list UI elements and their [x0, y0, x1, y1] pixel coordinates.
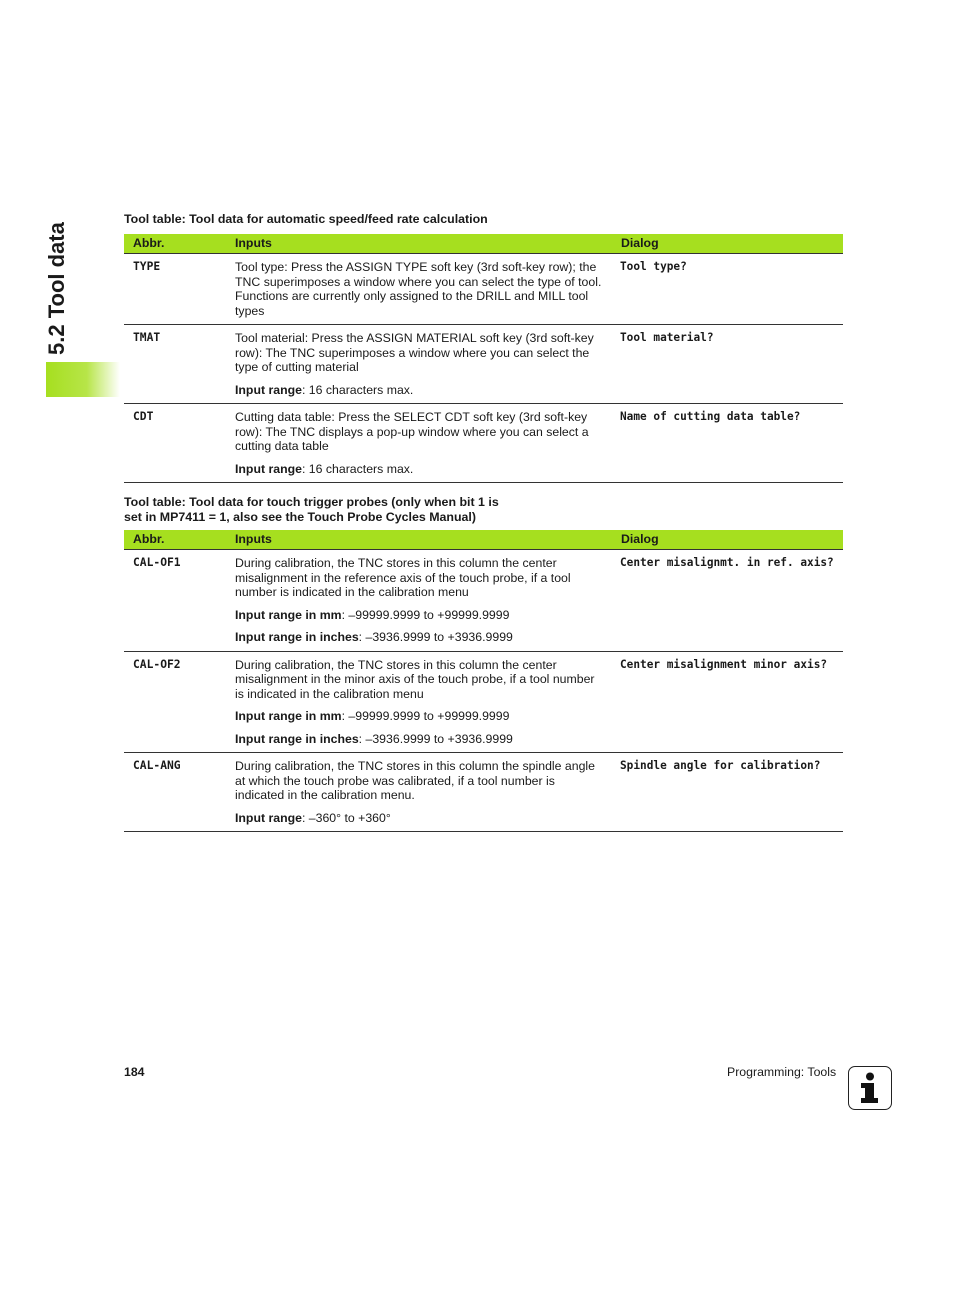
dialog-cell: Spindle angle for calibration?: [612, 753, 843, 832]
input-description: During calibration, the TNC stores in this column the spindle angle at which the touch probe was calibrated, if a tool number is indicated in the calibration menu.: [235, 759, 595, 802]
chapter-side-title: 5.2 Tool data: [44, 222, 69, 355]
section-title-line: Tool table: Tool data for touch trigger probes (only when bit 1 is: [124, 495, 499, 509]
header-inputs: Inputs: [226, 530, 612, 550]
abbr-cell: TYPE: [124, 254, 226, 325]
header-abbr: Abbr.: [124, 530, 226, 550]
section-title-touch-probes: [124, 495, 499, 524]
input-range-mm: [235, 709, 604, 724]
section-title-line: set in MP7411 = 1, also see the Touch Probe Cycles Manual): [124, 509, 477, 524]
inputs-cell: [226, 550, 612, 652]
input-range: [235, 462, 604, 477]
input-range-label: Input range in mm: [235, 607, 342, 622]
input-range: [235, 811, 604, 826]
abbr-cell: CAL-ANG: [124, 753, 226, 832]
inputs-cell: [226, 325, 612, 404]
input-range-label: Input range in inches: [235, 630, 359, 644]
input-description: Tool material: Press the ASSIGN MATERIAL soft key (3rd soft-key row): The TNC superimposes a window where you can select the type of cutting material: [235, 331, 594, 374]
abbr-cell: TMAT: [124, 325, 226, 404]
dialog-cell: Tool type?: [612, 254, 843, 325]
input-range-inches: [235, 732, 604, 747]
dialog-cell: Tool material?: [612, 325, 843, 404]
tool-data-table-speed-feed: [124, 234, 843, 483]
input-range: [235, 383, 604, 398]
input-range-label: Input range: [235, 461, 302, 476]
table-header-row: [124, 234, 843, 254]
header-dialog: Dialog: [612, 234, 843, 254]
input-range-value: : 16 characters max.: [301, 382, 414, 397]
input-range-label: Input range: [235, 382, 302, 397]
abbr-cell: CAL-OF1: [124, 550, 226, 652]
input-range-value: : –99999.9999 to +99999.9999: [341, 709, 510, 723]
input-range-inches: [235, 630, 604, 645]
input-range-value: : –3936.9999 to +3936.9999: [358, 731, 513, 746]
table-header-row: [124, 530, 843, 550]
input-range-label: Input range in inches: [235, 731, 359, 746]
section-title-speed-feed: Tool table: Tool data for automatic speed/feed rate calculation: [124, 212, 488, 226]
info-icon: [848, 1066, 892, 1110]
input-range-value: : –99999.9999 to +99999.9999: [341, 607, 510, 622]
input-description: Tool type: Press the ASSIGN TYPE soft key (3rd soft-key row); the TNC superimposes a window where you can select the type of tool. Functions are currently only assigned to the DRILL and MILL tool types: [235, 260, 602, 318]
input-range-label: Input range: [235, 810, 302, 825]
table-row: [124, 404, 843, 483]
footer-chapter-name: Programming: Tools: [727, 1065, 837, 1079]
inputs-cell: [226, 254, 612, 325]
abbr-cell: CAL-OF2: [124, 651, 226, 753]
input-range-value: : 16 characters max.: [301, 461, 414, 476]
input-range-value: : –3936.9999 to +3936.9999: [358, 630, 513, 644]
page-number: 184: [124, 1065, 145, 1079]
table-row: [124, 325, 843, 404]
dialog-cell: Center misalignmt. in ref. axis?: [612, 550, 843, 652]
header-inputs: Inputs: [226, 234, 612, 254]
input-description: During calibration, the TNC stores in this column the center misalignment in the minor axis of the touch probe, if a tool number is indicated in the calibration menu: [235, 657, 595, 701]
input-description: Cutting data table: Press the SELECT CDT soft key (3rd soft-key row): The TNC displays a pop-up window where you can select a cutting data table: [235, 410, 589, 453]
inputs-cell: [226, 753, 612, 832]
input-range-mm: [235, 608, 604, 623]
input-range-label: Input range in mm: [235, 709, 342, 723]
tool-data-table-touch-probes: [124, 530, 843, 832]
table-row: [124, 651, 843, 753]
table-row: [124, 550, 843, 652]
chapter-marker-bar: [46, 362, 120, 397]
table-row: [124, 753, 843, 832]
input-description: During calibration, the TNC stores in this column the center misalignment in the reference axis of the touch probe, if a tool number is indicated in the calibration menu: [235, 556, 571, 599]
inputs-cell: [226, 651, 612, 753]
inputs-cell: [226, 404, 612, 483]
table-row: [124, 254, 843, 325]
header-abbr: Abbr.: [124, 234, 226, 254]
header-dialog: Dialog: [612, 530, 843, 550]
dialog-cell: Center misalignment minor axis?: [612, 651, 843, 753]
abbr-cell: CDT: [124, 404, 226, 483]
dialog-cell: Name of cutting data table?: [612, 404, 843, 483]
input-range-value: : –360° to +360°: [301, 810, 391, 825]
